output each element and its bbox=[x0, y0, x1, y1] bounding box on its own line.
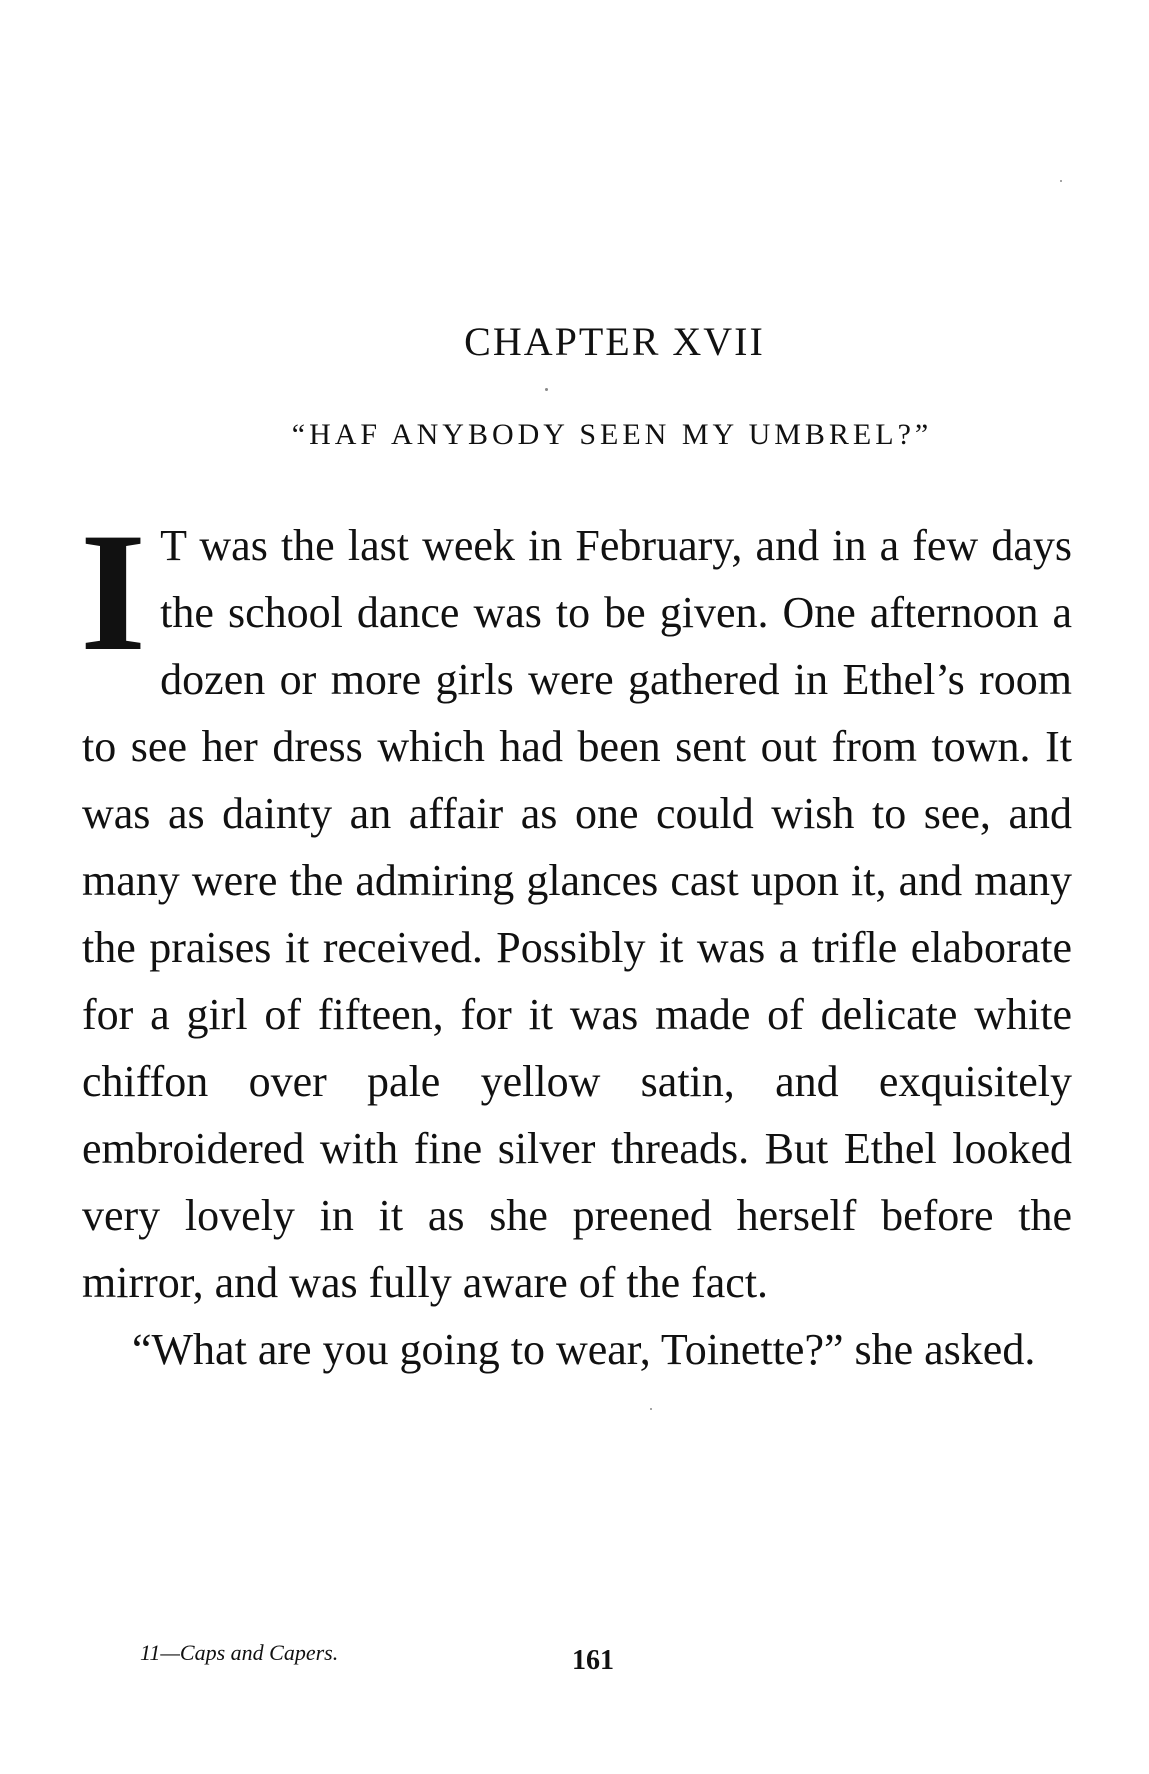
body-text bbox=[80, 498, 1072, 1383]
drop-cap: I bbox=[80, 498, 147, 686]
signature-mark: 11—Caps and Capers. bbox=[140, 1640, 339, 1665]
paragraph-1 bbox=[80, 498, 1072, 1316]
paper-speck bbox=[545, 388, 548, 391]
paragraph-2: “What are you going to wear, Toinette?” she asked. bbox=[132, 1325, 1036, 1374]
paragraph-1-text: T was the last week in February, and in a few days the school dance was to be given. One afternoon a dozen or more girls were gathered in Ethel’s room to see her dress which had been sent out from town. It was as dainty an affair as one could wish to see, and many were the admiring glances cast upon it, and many the praises it received. Possibly it was a trifle elaborate for a girl of fifteen, for it was made of delicate white chiffon over pale yellow satin, and exquisitely embroidered with fine silver threads. But Ethel looked very lovely in it as she preened herself before the mirror, and was fully aware of the fact. bbox=[82, 521, 1072, 1307]
paper-speck bbox=[1060, 180, 1062, 182]
paper-speck bbox=[650, 1408, 652, 1410]
chapter-title: “HAF ANYBODY SEEN MY UMBREL?” bbox=[291, 418, 933, 451]
chapter-heading: CHAPTER XVII bbox=[464, 319, 765, 364]
page-number: 161 bbox=[572, 1645, 614, 1676]
